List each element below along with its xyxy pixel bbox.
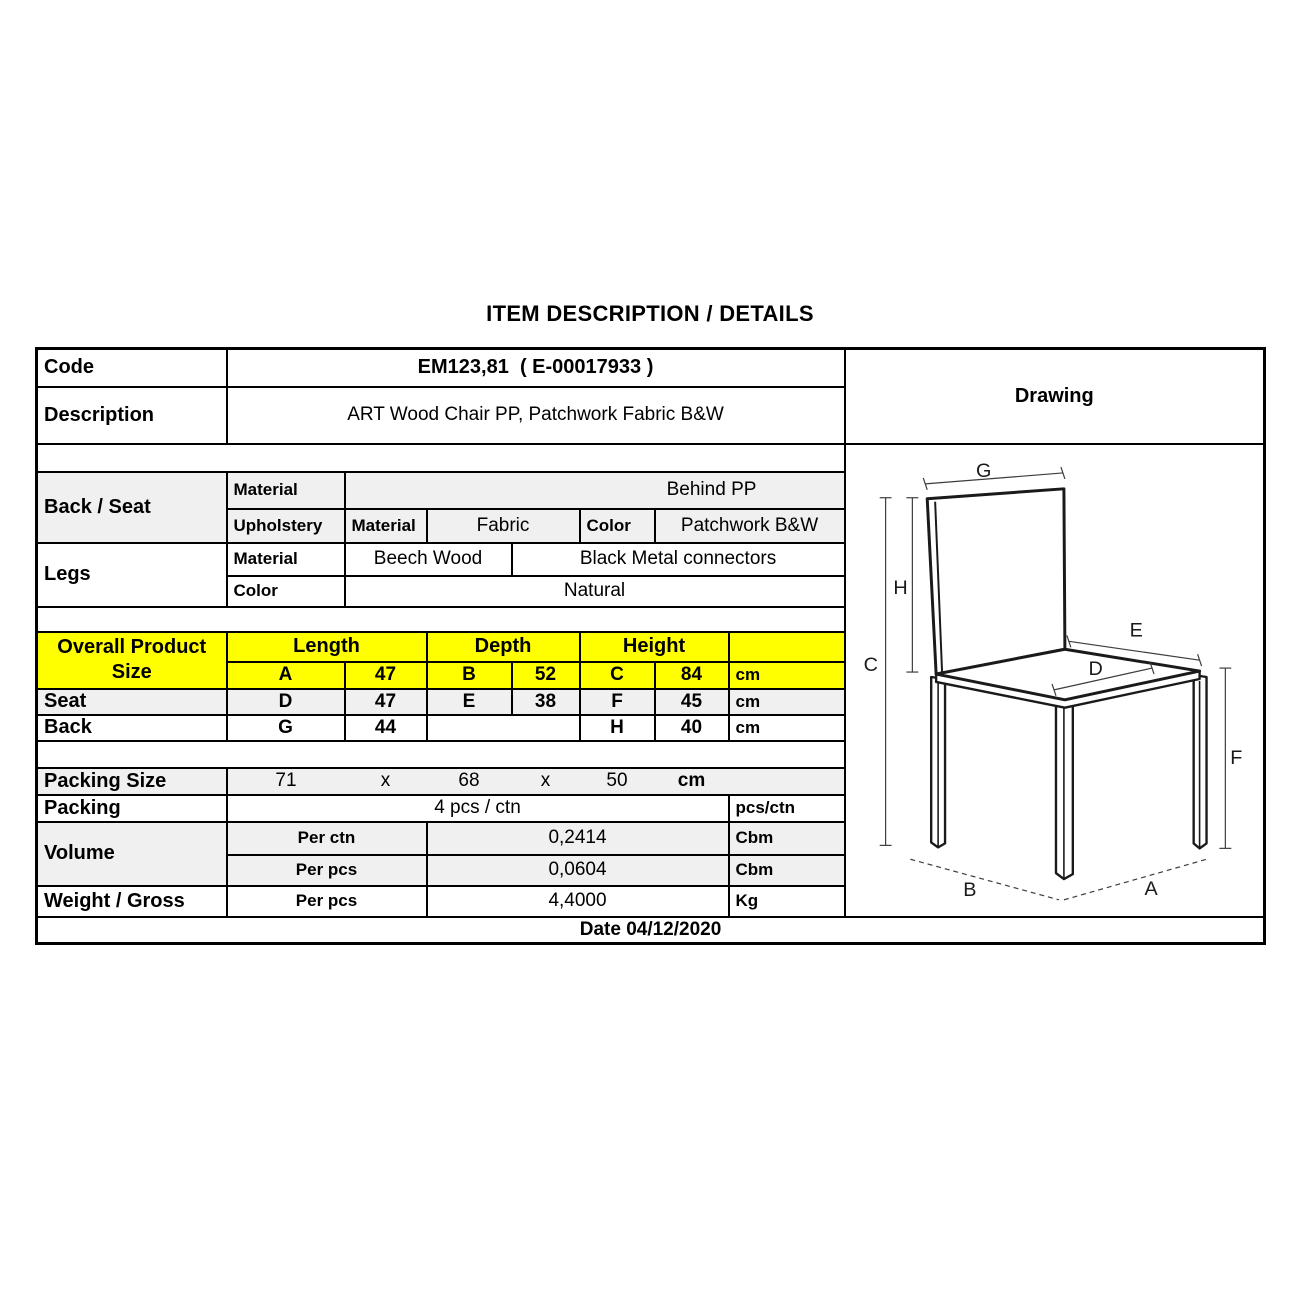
upholstery-material-label: Material xyxy=(345,509,427,543)
back-label: Back xyxy=(37,715,227,741)
overall-depth-value: 52 xyxy=(512,662,580,689)
packing-label: Packing xyxy=(37,795,227,822)
description-value: ART Wood Chair PP, Patchwork Fabric B&W xyxy=(227,387,845,444)
volume-label: Volume xyxy=(37,822,227,886)
dim-label-a: A xyxy=(1144,877,1158,900)
empty-cell xyxy=(427,715,580,741)
weight-unit: Kg xyxy=(729,886,845,917)
overall-size-label-line1: Overall Product xyxy=(57,636,207,658)
back-unit: cm xyxy=(729,715,845,741)
chair-drawing xyxy=(846,445,1262,910)
legs-material-value: Beech Wood xyxy=(345,543,512,576)
code-label: Code xyxy=(37,349,227,387)
packing-size-sep2: x xyxy=(512,768,580,795)
packing-size-v2: 68 xyxy=(427,768,512,795)
seat-label: Seat xyxy=(37,689,227,715)
weight-value: 4,4000 xyxy=(427,886,729,917)
overall-length-letter: A xyxy=(227,662,345,689)
upholstery-material-value: Fabric xyxy=(427,509,580,543)
overall-length-value: 47 xyxy=(345,662,427,689)
seat-depth-letter: E xyxy=(427,689,512,715)
legs-connectors-value: Black Metal connectors xyxy=(512,543,845,576)
chair-backrest xyxy=(927,488,1065,673)
overall-depth-letter: B xyxy=(427,662,512,689)
weight-per-pcs-label: Per pcs xyxy=(227,886,427,917)
overall-size-label-line2: Size xyxy=(111,661,152,683)
packing-value: 4 pcs / ctn xyxy=(227,795,729,822)
packing-size-v3: 50 xyxy=(580,768,655,795)
dim-label-g: G xyxy=(975,459,991,482)
empty-cell xyxy=(729,632,845,662)
backseat-material-value: Behind PP xyxy=(580,472,845,509)
drawing-cell xyxy=(845,444,1265,917)
dim-line-h xyxy=(906,497,918,671)
back-length-letter: G xyxy=(227,715,345,741)
seat-length-letter: D xyxy=(227,689,345,715)
backseat-material-label: Material xyxy=(227,472,345,509)
back-length-value: 44 xyxy=(345,715,427,741)
overall-height-letter: C xyxy=(580,662,655,689)
seat-depth-value: 38 xyxy=(512,689,580,715)
packing-size-unit: cm xyxy=(655,768,729,795)
overall-unit: cm xyxy=(729,662,845,689)
dim-label-c: C xyxy=(863,653,878,676)
back-height-value: 40 xyxy=(655,715,729,741)
volume-per-pcs-label: Per pcs xyxy=(227,855,427,886)
upholstery-color-value: Patchwork B&W xyxy=(655,509,845,543)
dim-line-b xyxy=(910,859,1059,900)
dim-line-c xyxy=(879,497,891,845)
height-header: Height xyxy=(580,632,729,662)
row-date xyxy=(37,917,1265,944)
empty-cell xyxy=(729,768,845,795)
length-header: Length xyxy=(227,632,427,662)
upholstery-color-label: Color xyxy=(580,509,655,543)
volume-per-ctn-unit: Cbm xyxy=(729,822,845,855)
back-height-letter: H xyxy=(580,715,655,741)
row-code xyxy=(37,349,1265,387)
packing-size-v1: 71 xyxy=(227,768,345,795)
packing-unit: pcs/ctn xyxy=(729,795,845,822)
weight-label: Weight / Gross xyxy=(37,886,227,917)
code-value: EM123,81 ( E-00017933 ) xyxy=(227,349,845,387)
spacer-cell xyxy=(37,607,845,632)
seat-unit: cm xyxy=(729,689,845,715)
depth-header: Depth xyxy=(427,632,580,662)
seat-height-letter: F xyxy=(580,689,655,715)
legs-color-value: Natural xyxy=(345,576,845,607)
packing-size-sep1: x xyxy=(345,768,427,795)
overall-size-label xyxy=(37,632,227,689)
volume-per-ctn-value: 0,2414 xyxy=(427,822,729,855)
spec-table xyxy=(35,347,1266,945)
spacer-cell xyxy=(37,444,845,472)
dim-label-e: E xyxy=(1129,618,1143,641)
legs-color-label: Color xyxy=(227,576,345,607)
description-label: Description xyxy=(37,387,227,444)
dim-label-d: D xyxy=(1087,657,1103,680)
page-title: ITEM DESCRIPTION / DETAILS xyxy=(486,301,814,326)
seat-length-value: 47 xyxy=(345,689,427,715)
dim-label-b: B xyxy=(962,878,976,901)
seat-height-value: 45 xyxy=(655,689,729,715)
spacer-cell xyxy=(37,741,845,768)
volume-per-pcs-value: 0,0604 xyxy=(427,855,729,886)
backseat-label: Back / Seat xyxy=(37,472,227,543)
legs-material-label: Material xyxy=(227,543,345,576)
dim-line-a xyxy=(1063,859,1206,900)
chair xyxy=(927,488,1206,878)
overall-height-value: 84 xyxy=(655,662,729,689)
dim-line-g xyxy=(923,467,1065,490)
dim-label-h: H xyxy=(892,576,908,599)
volume-per-ctn-label: Per ctn xyxy=(227,822,427,855)
volume-per-pcs-unit: Cbm xyxy=(729,855,845,886)
dim-label-f: F xyxy=(1229,746,1242,769)
drawing-header: Drawing xyxy=(845,349,1265,444)
date-cell: Date 04/12/2020 xyxy=(37,917,1265,944)
empty-cell xyxy=(345,472,580,509)
legs-label: Legs xyxy=(37,543,227,607)
upholstery-label: Upholstery xyxy=(227,509,345,543)
row-spacer-1 xyxy=(37,444,1265,472)
packing-size-label: Packing Size xyxy=(37,768,227,795)
